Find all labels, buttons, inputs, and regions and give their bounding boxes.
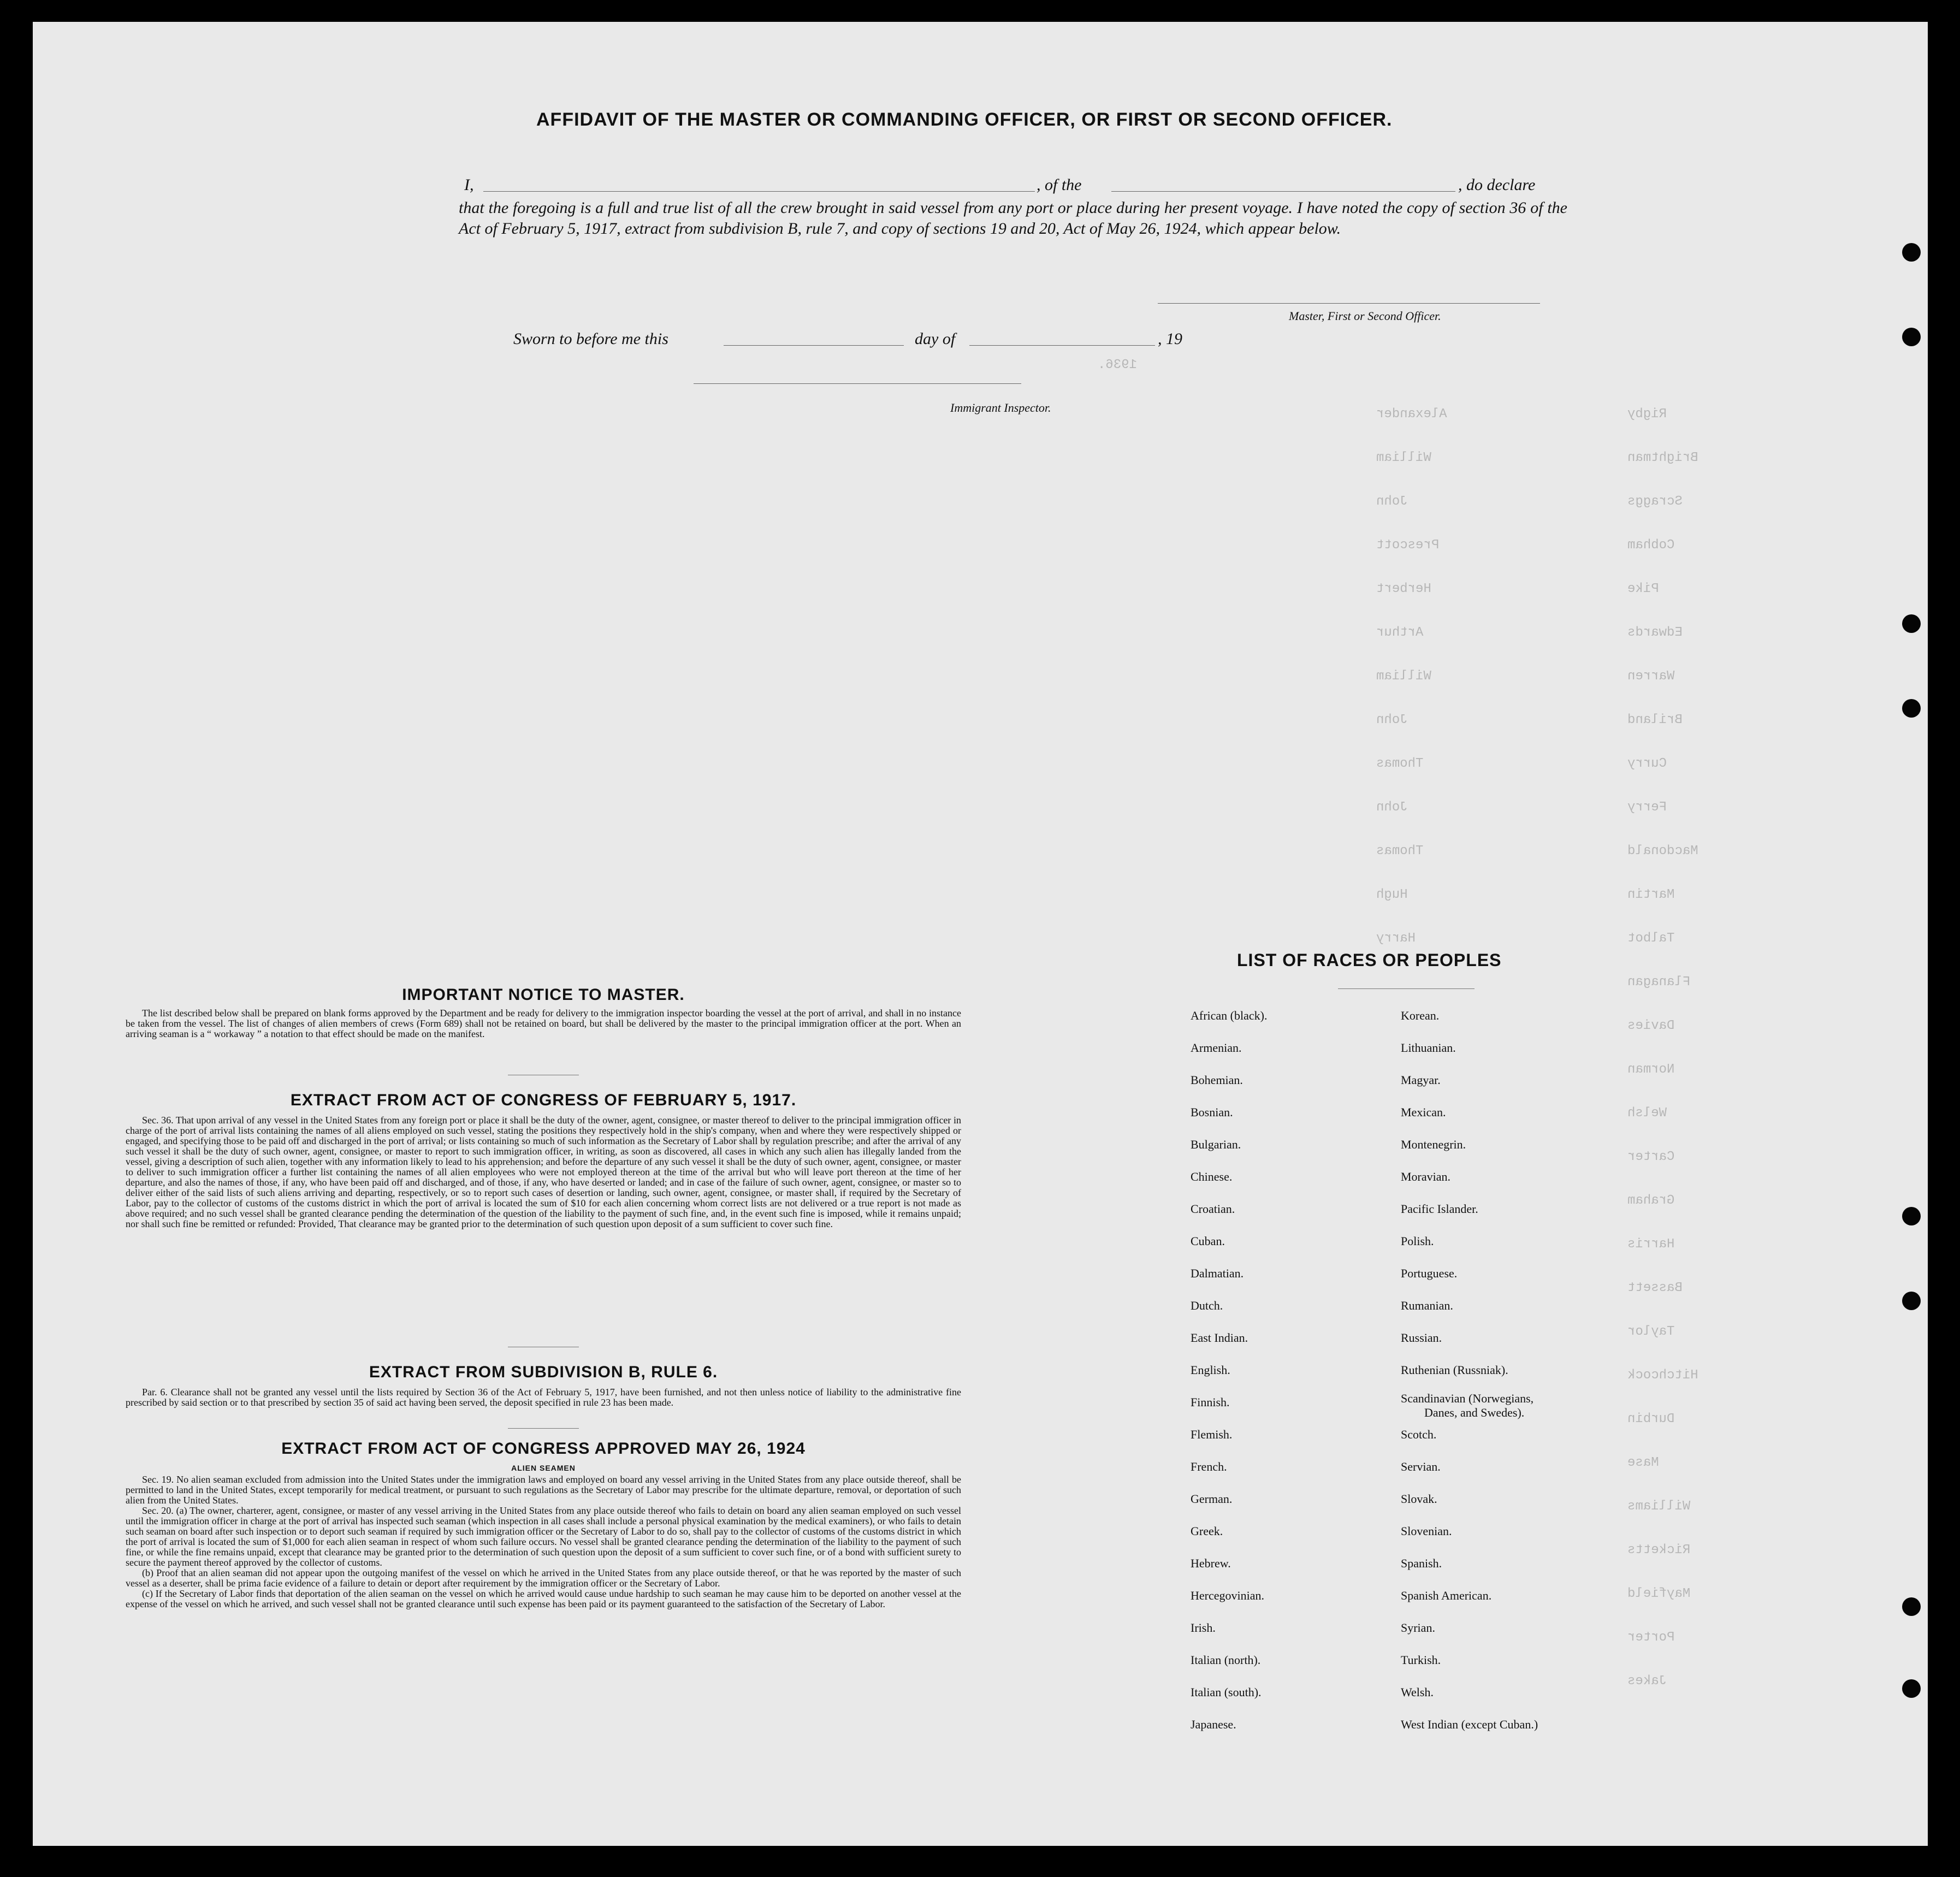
- race-item: Italian (south).: [1191, 1685, 1262, 1699]
- sec-20b-paragraph: (b) Proof that an alien seaman did not appear upon the outgoing manifest of the vessel on which he arrived in the United States from any place outside thereof, or that he was reported by the master of such vessel as a deserter, shall be prima facie evidence of a failure to detain or deport after requirement by the immigration officer or the Secretary of Labor.: [126, 1567, 961, 1589]
- ghost-given-name: John: [1376, 800, 1408, 815]
- race-item: Scandinavian (Norwegians,: [1401, 1392, 1534, 1405]
- par-6-paragraph: Par. 6. Clearance shall not be granted any vessel until the lists required by Section 36 of the Act of February 5, 1917, have been furnished, and not then unless notice of liability to the administrative fine prescribed by said section or to that prescribed by section 35 of said act having been served, the deposit specified in rule 23 has been made.: [126, 1387, 961, 1408]
- punch-hole: [1902, 1597, 1921, 1616]
- alien-seamen-subtitle: ALIEN SEAMEN: [511, 1464, 576, 1472]
- ghost-given-name: Alexander: [1376, 407, 1447, 422]
- document-page: [33, 22, 1928, 1846]
- race-item: Lithuanian.: [1401, 1041, 1456, 1055]
- ghost-given-name: Harry: [1376, 931, 1416, 946]
- race-item: Greek.: [1191, 1524, 1223, 1538]
- race-item: West Indian (except Cuban.): [1401, 1718, 1538, 1731]
- race-item: Dutch.: [1191, 1299, 1223, 1312]
- punch-hole: [1902, 1292, 1921, 1310]
- race-item: French.: [1191, 1460, 1227, 1473]
- signature-line[interactable]: [1158, 303, 1540, 304]
- ghost-surname: Curry: [1627, 756, 1667, 771]
- race-item: Mexican.: [1401, 1105, 1446, 1119]
- extract-1924-title: EXTRACT FROM ACT OF CONGRESS APPROVED MAY 26, 1924: [281, 1440, 806, 1458]
- race-item: Bosnian.: [1191, 1105, 1233, 1119]
- vessel-name-line[interactable]: [1111, 191, 1455, 192]
- sec-20c-paragraph: (c) If the Secretary of Labor finds that deportation of the alien seaman on the vessel on which he arrived would cause undue hardship to such seaman he may cause him to be deported on another vessel at the expense of the vessel on which he arrived, and such vessel shall not be granted clearance until such expense has been paid or its payment guaranteed to the satisfaction of the Secretary of Labor.: [126, 1588, 961, 1609]
- ghost-surname: Norman: [1627, 1062, 1675, 1077]
- ghost-surname: Flanagan: [1627, 975, 1691, 990]
- race-item: Japanese.: [1191, 1718, 1236, 1731]
- ghost-surname: Ricketts: [1627, 1543, 1691, 1558]
- ghost-surname: Warren: [1627, 669, 1675, 684]
- race-item: Dalmatian.: [1191, 1266, 1244, 1280]
- divider: [508, 1428, 579, 1429]
- race-item: Slovak.: [1401, 1492, 1437, 1506]
- affidavit-declare-label: , do declare: [1458, 176, 1536, 194]
- extract-1917-text: [126, 1115, 961, 1229]
- sworn-month-line[interactable]: [969, 345, 1155, 346]
- race-item: East Indian.: [1191, 1331, 1248, 1345]
- sec-19-paragraph: Sec. 19. No alien seaman excluded from admission into the United States under the immigration laws and employed on board any vessel arriving in the United States from any place outside thereof, shall be permitted to land in the United States, except temporarily for medical treatment, or pursuant to such regulations as the Secretary of Labor may prescribe for the ultimate departure, removal, or deportation of such alien from the United States.: [126, 1474, 961, 1506]
- declarant-name-line[interactable]: [483, 191, 1035, 192]
- ghost-given-name: Thomas: [1376, 844, 1424, 858]
- ghost-given-name: Prescott: [1376, 538, 1440, 553]
- ghost-surname: Porter: [1627, 1630, 1675, 1645]
- race-item: Turkish.: [1401, 1653, 1441, 1667]
- ghost-surname: Macdonald: [1627, 844, 1698, 858]
- ghost-given-name: William: [1376, 669, 1431, 684]
- ghost-surname: Mase: [1627, 1455, 1659, 1470]
- ghost-surname: Pike: [1627, 582, 1659, 596]
- day-of-label: day of: [915, 330, 956, 348]
- race-item: Hercegovinian.: [1191, 1589, 1264, 1602]
- year-label: , 19: [1158, 330, 1182, 348]
- race-item: Cuban.: [1191, 1234, 1225, 1248]
- rule-6-text: [126, 1387, 961, 1408]
- ghost-surname: Talbot: [1627, 931, 1675, 946]
- race-item: Spanish American.: [1401, 1589, 1492, 1602]
- ghost-given-name: Herbert: [1376, 582, 1431, 596]
- race-item: Welsh.: [1401, 1685, 1434, 1699]
- rule-6-title: EXTRACT FROM SUBDIVISION B, RULE 6.: [369, 1363, 718, 1381]
- ghost-surname: Welsh: [1627, 1106, 1667, 1121]
- race-item: Croatian.: [1191, 1202, 1235, 1216]
- race-item: German.: [1191, 1492, 1233, 1506]
- race-item: Servian.: [1401, 1460, 1441, 1473]
- ghost-surname: Cobham: [1627, 538, 1675, 553]
- sec-36-paragraph: Sec. 36. That upon arrival of any vessel in the United States from any foreign port or place it shall be the duty of the owner, agent, consignee, or master thereof to deliver to the principal immigration officer in charge of the port of arrival lists containing the names of all aliens employed on such vessel, stating the positions they respectively hold in the ship's company, when and where they were respectively shipped or engaged, and specifying those to be paid off and discharged in the port of arrival; or lists containing so much of such information as the Secretary of Labor shall by regulation prescribe; and after the arrival of any such vessel it shall be the duty of such owner, agent, consignee, or master to report to such immigration officer, in writing, as soon as discovered, all cases in which any such alien has illegally landed from the vessel, giving a description of such alien, together with any information likely to lead to his apprehension; and before the departure of any such vessel it shall be the duty of such owner, agent, consignee, or master to deliver to such immigration officer a further list containing the names of all alien employees who were not employed thereon at the time of the arrival but who will leave port thereon at the time of her departure, and also the names of those, if any, who have been paid off and discharged, and of those, if any, who have deserted or landed; and in case of the failure of such owner, agent, consignee, or master so to deliver either of the said lists of such aliens arriving and departing, respectively, or so to report such cases of desertion or landing, such owner, agent, consignee, or master shall, if required by the Secretary of Labor, pay to the collector of customs of the customs district in which the port of arrival is located the sum of $10 for each alien concerning whom correct lists are not delivered or a true report is not made as above required; and no such vessel shall be granted clearance pending the determination of the question of the liability to the payment of such fine, and, in the event such fine is imposed, while it remains unpaid; nor shall such fine be remitted or refunded: Provided, That clearance may be granted prior to the determination of such question upon deposit of a sum sufficient to cover such fine.: [126, 1115, 961, 1229]
- ghost-given-name: John: [1376, 713, 1408, 727]
- affidavit-text: that the foregoing is a full and true list of all the crew brought in said vessel from any port or place during her present voyage. I have noted the copy of section 36 of the Act of February 5, 1917, extract from subdivision B, rule 7, and copy of sections 19 and 20, Act of May 26, 1924, which appear below.: [459, 199, 1567, 238]
- ghost-given-name: Thomas: [1376, 756, 1424, 771]
- punch-hole: [1902, 699, 1921, 718]
- race-item: Ruthenian (Russniak).: [1401, 1363, 1508, 1377]
- race-item: Pacific Islander.: [1401, 1202, 1478, 1216]
- punch-hole: [1902, 1207, 1921, 1225]
- race-item: Chinese.: [1191, 1170, 1233, 1183]
- ghost-surname: Martin: [1627, 887, 1675, 902]
- race-item: Portuguese.: [1401, 1266, 1458, 1280]
- affidavit-i-label: I,: [464, 176, 474, 194]
- ghost-surname: Scraggs: [1627, 494, 1683, 509]
- ghost-year: 1936.: [1098, 358, 1138, 372]
- ghost-surname: Graham: [1627, 1193, 1675, 1208]
- punch-hole: [1902, 328, 1921, 346]
- notice-text: [126, 1008, 961, 1039]
- race-item: African (black).: [1191, 1009, 1268, 1022]
- ghost-surname: Harris: [1627, 1237, 1675, 1252]
- race-item-continuation: Danes, and Swedes).: [1424, 1406, 1525, 1419]
- inspector-signature-line[interactable]: [694, 383, 1021, 384]
- race-item: Bohemian.: [1191, 1073, 1243, 1087]
- ghost-surname: Bassett: [1627, 1281, 1683, 1295]
- race-item: Polish.: [1401, 1234, 1434, 1248]
- race-item: Magyar.: [1401, 1073, 1441, 1087]
- signature-label: Master, First or Second Officer.: [1289, 309, 1441, 323]
- affidavit-of-label: , of the: [1037, 176, 1082, 194]
- ghost-given-name: John: [1376, 494, 1408, 509]
- affidavit-title: AFFIDAVIT OF THE MASTER OR COMMANDING OFFICER, OR FIRST OR SECOND OFFICER.: [536, 109, 1393, 130]
- ghost-surname: Edwards: [1627, 625, 1683, 640]
- race-item: Flemish.: [1191, 1428, 1233, 1441]
- ghost-surname: Brightman: [1627, 451, 1698, 465]
- race-item: Korean.: [1401, 1009, 1440, 1022]
- notice-title: IMPORTANT NOTICE TO MASTER.: [402, 986, 685, 1004]
- ghost-given-name: William: [1376, 451, 1431, 465]
- race-item: Scotch.: [1401, 1428, 1437, 1441]
- ghost-surname: Rigby: [1627, 407, 1667, 422]
- race-item: Syrian.: [1401, 1621, 1435, 1635]
- punch-hole: [1902, 1679, 1921, 1698]
- race-item: Russian.: [1401, 1331, 1442, 1345]
- ghost-given-name: Arthur: [1376, 625, 1424, 640]
- notice-paragraph: The list described below shall be prepared on blank forms approved by the Department and be ready for delivery to the immigration inspector boarding the vessel at the port of arrival, and shall in no instance be taken from the vessel. The list of changes of alien members of crews (Form 689) shall not be retained on board, but shall be delivered by the master to the principal immigration officer at the port. When an arriving seaman is a “ workaway ” a notation to that effect should be made on the manifest.: [126, 1008, 961, 1039]
- ghost-surname: Williams: [1627, 1499, 1691, 1514]
- race-item: Finnish.: [1191, 1395, 1230, 1409]
- race-item: English.: [1191, 1363, 1230, 1377]
- race-item: Rumanian.: [1401, 1299, 1453, 1312]
- race-item: Italian (north).: [1191, 1653, 1261, 1667]
- inspector-label: Immigrant Inspector.: [950, 401, 1051, 415]
- race-item: Armenian.: [1191, 1041, 1242, 1055]
- ghost-surname: Hitchcock: [1627, 1368, 1698, 1383]
- extract-1924-text: [126, 1475, 961, 1609]
- race-item: Moravian.: [1401, 1170, 1451, 1183]
- extract-1917-title: EXTRACT FROM ACT OF CONGRESS OF FEBRUARY 5, 1917.: [290, 1091, 797, 1109]
- ghost-surname: Jakes: [1627, 1674, 1667, 1689]
- ghost-surname: Mayfield: [1627, 1586, 1691, 1601]
- sec-20a-paragraph: Sec. 20. (a) The owner, charterer, agent, consignee, or master of any vessel arriving in the United States from any place outside thereof who fails to detain on board any alien seaman employed on such vessel until the immigration officer in charge at the port of arrival has inspected such seaman (which inspection in all cases shall include a personal physical examination by the medical examiners), or who fails to detain such seaman on board after such inspection or to deport such seaman if required by such immigration officer or the Secretary of Labor to do so, shall pay to the collector of customs of the customs district in which the port of arrival is located the sum of $1,000 for each alien seaman in respect of whom such failure occurs. No vessel shall be granted clearance pending the determination of the liability to the payment of such fine, or while the fine remains unpaid, except that clearance may be granted prior to the determination of such question upon the deposit of a sum sufficient to cover such fine, or of a bond with sufficient surety to secure the payment thereof approved by the collector of customs.: [126, 1505, 961, 1568]
- race-item: Hebrew.: [1191, 1556, 1231, 1570]
- ghost-surname: Ferry: [1627, 800, 1667, 815]
- ghost-surname: Durbin: [1627, 1412, 1675, 1426]
- ghost-surname: Davies: [1627, 1019, 1675, 1033]
- divider: [1338, 988, 1475, 989]
- ghost-surname: Carter: [1627, 1150, 1675, 1164]
- race-item: Irish.: [1191, 1621, 1216, 1635]
- punch-hole: [1902, 243, 1921, 262]
- ghost-given-name: Hugh: [1376, 887, 1408, 902]
- sworn-label: Sworn to before me this: [513, 330, 668, 348]
- race-item: Bulgarian.: [1191, 1138, 1241, 1151]
- punch-hole: [1902, 614, 1921, 633]
- races-title: LIST OF RACES OR PEOPLES: [1237, 950, 1502, 970]
- ghost-surname: Taylor: [1627, 1324, 1675, 1339]
- sworn-day-line[interactable]: [724, 345, 904, 346]
- race-item: Montenegrin.: [1401, 1138, 1466, 1151]
- race-item: Slovenian.: [1401, 1524, 1452, 1538]
- race-item: Spanish.: [1401, 1556, 1442, 1570]
- ghost-surname: Briland: [1627, 713, 1683, 727]
